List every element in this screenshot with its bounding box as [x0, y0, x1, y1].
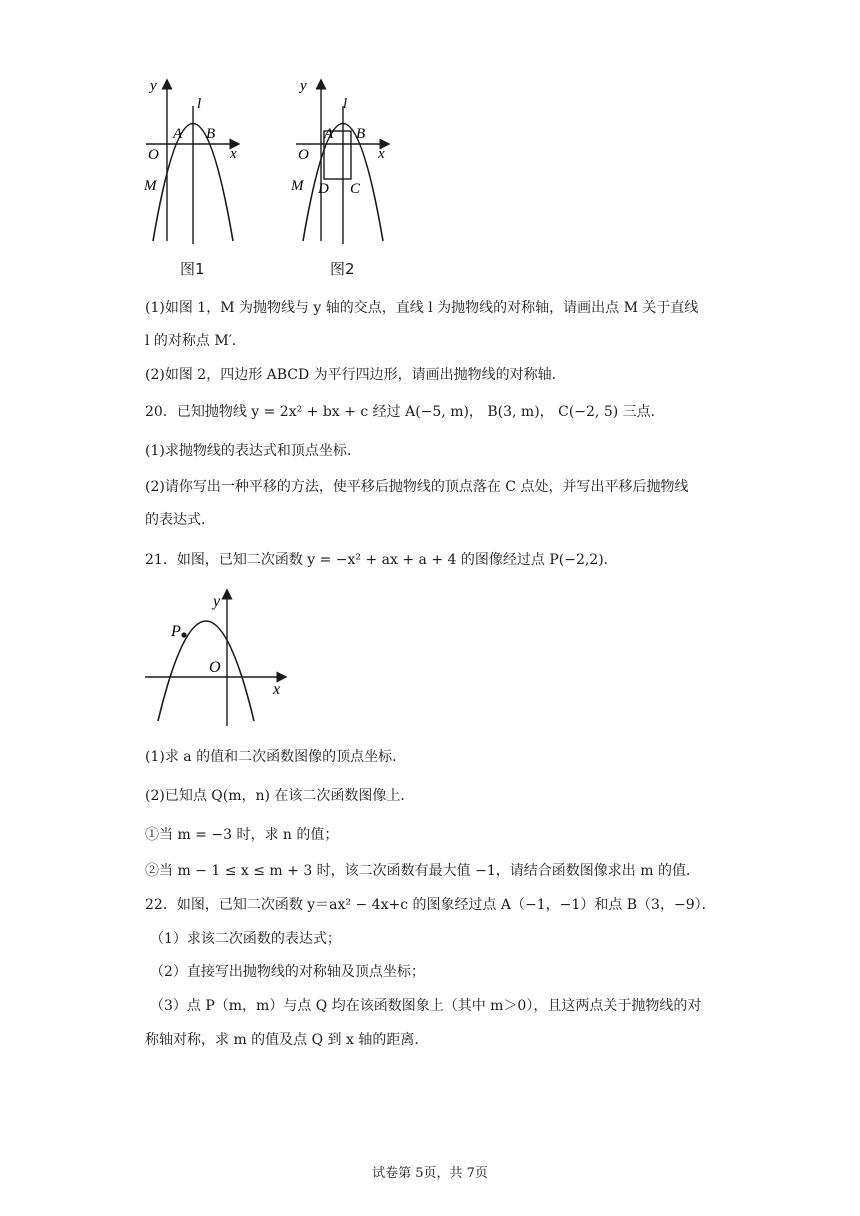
q21-part2-sub2: ②当 m − 1 ≤ x ≤ m + 3 时，该二次函数有最大值 −1，请结合函数图像求出 m 的值． — [145, 863, 700, 879]
q20-part2-line2: 的表达式． — [145, 512, 215, 528]
q21-part2: (2)已知点 Q(m，n) 在该二次函数图像上． — [145, 788, 415, 804]
q19-part1-line2: l 的对称点 M′． — [145, 333, 246, 349]
q19-part1-line1: (1)如图 1，M 为抛物线与 y 轴的交点，直线 l 为抛物线的对称轴，请画出点 M 关于直线 — [145, 300, 699, 316]
q22-part3-line2: 称轴对称，求 m 的值及点 Q 到 x 轴的距离． — [145, 1032, 429, 1048]
label-O: O — [298, 147, 309, 163]
label-M: M — [291, 178, 304, 194]
label-A: A — [173, 126, 183, 142]
q22-part1: （1）求该二次函数的表达式； — [150, 931, 341, 947]
figure-1-caption: 图1 — [180, 260, 205, 278]
q20-part1: (1)求抛物线的表达式和顶点坐标． — [145, 443, 361, 459]
q22-part2: （2）直接写出抛物线的对称轴及顶点坐标； — [150, 964, 425, 980]
label-C: C — [350, 181, 361, 197]
label-x: x — [273, 681, 281, 698]
label-B: B — [206, 126, 216, 142]
label-l: l — [343, 96, 348, 112]
label-y: y — [213, 593, 221, 610]
label-O: O — [209, 659, 221, 676]
q22-stem: 22．如图，已知二次函数 y＝ax² − 4x+c 的图象经过点 A（−1，−1）和点 B（3，−9）． — [145, 897, 716, 913]
label-A: A — [324, 126, 334, 142]
q21-stem: 21．如图，已知二次函数 y = −x² + ax + a + 4 的图像经过点 P(−2,2)． — [145, 552, 618, 568]
label-P: P — [171, 623, 181, 640]
label-x: x — [230, 146, 237, 162]
label-O: O — [148, 147, 159, 163]
figure-2 — [288, 76, 403, 246]
q21-part1: (1)求 a 的值和二次函数图像的顶点坐标． — [145, 749, 407, 765]
q20-stem: 20．已知抛物线 y = 2x² + bx + c 经过 A(−5, m)， B(3, m)， C(−2, 5) 三点． — [145, 404, 665, 420]
q21-part2-sub1: ①当 m = −3 时，求 n 的值； — [145, 827, 339, 843]
point-P — [181, 632, 186, 637]
label-y: y — [150, 78, 157, 94]
q19-part2: (2)如图 2，四边形 ABCD 为平行四边形，请画出抛物线的对称轴． — [145, 367, 566, 383]
label-l: l — [197, 96, 202, 112]
page-footer: 试卷第 5页，共 7页 — [372, 1166, 488, 1181]
label-y: y — [300, 78, 307, 94]
label-B: B — [356, 126, 366, 142]
figure-2-caption: 图2 — [330, 260, 355, 278]
q22-part3-line1: （3）点 P（m，m）与点 Q 均在该函数图象上（其中 m＞0），且这两点关于抛物线的对 — [150, 998, 702, 1014]
figure-1 — [138, 76, 253, 246]
q20-part2-line1: (2)请你写出一种平移的方法，使平移后抛物线的顶点落在 C 点处，并写出平移后抛物线 — [145, 479, 689, 495]
label-M: M — [144, 178, 157, 194]
label-D: D — [318, 181, 329, 197]
label-x: x — [378, 146, 385, 162]
figure-3 — [140, 588, 295, 728]
